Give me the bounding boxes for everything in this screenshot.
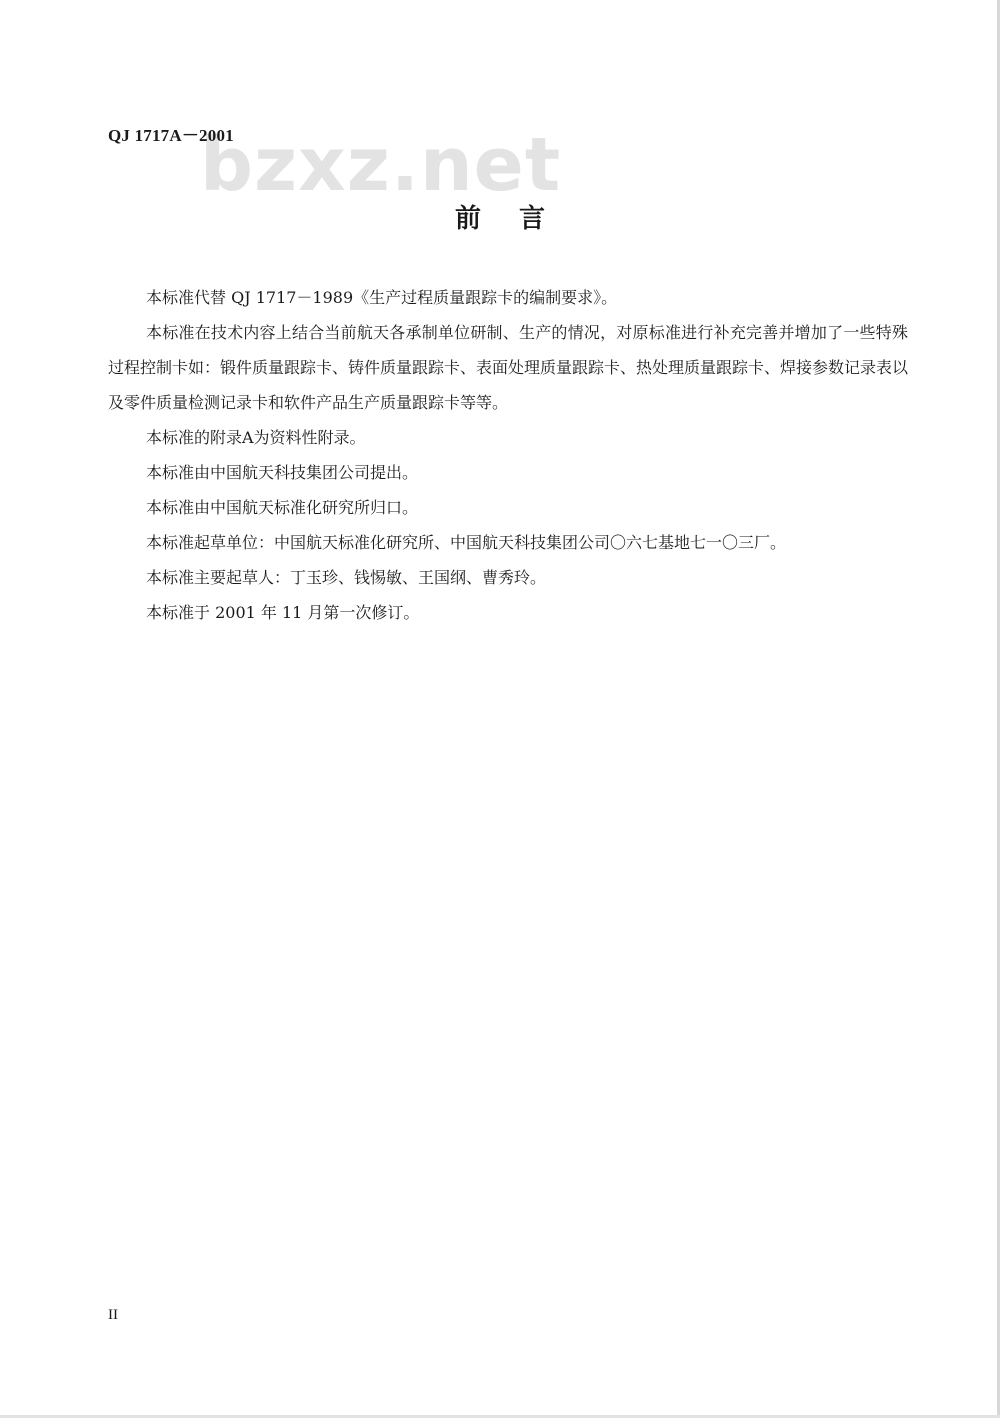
paragraph-drafters: 本标准主要起草人：丁玉珍、钱惕敏、王国纲、曹秀玲。 — [146, 568, 547, 587]
paragraph-proposed-by: 本标准由中国航天科技集团公司提出。 — [146, 463, 419, 482]
page-number: II — [108, 1307, 118, 1323]
paragraph-drafting-units: 本标准起草单位：中国航天标准化研究所、中国航天科技集团公司〇六七基地七一〇三厂。 — [146, 533, 787, 552]
paragraph-revision: 本标准于 2001 年 11 月第一次修订。 — [146, 603, 420, 622]
paragraph-replaces: 本标准代替 QJ 1717－1989《生产过程质量跟踪卡的编制要求》。 — [146, 288, 618, 307]
paragraph-appendix: 本标准的附录A为资料性附录。 — [146, 428, 366, 447]
page-title: 前言 — [454, 204, 583, 234]
foreword-body — [108, 280, 908, 630]
watermark: bzxz.net — [200, 122, 562, 208]
paragraph-technical-content: 本标准在技术内容上结合当前航天各承制单位研制、生产的情况，对原标准进行补充完善并增加了一些特殊过程控制卡如：锻件质量跟踪卡、铸件质量跟踪卡、表面处理质量跟踪卡、热处理质量跟踪卡、焊接参数记录表以及零件质量检测记录卡和软件产品生产质量跟踪卡等等。 — [108, 323, 909, 412]
standard-code: QJ 1717A－2001 — [108, 126, 234, 145]
paragraph-managed-by: 本标准由中国航天标准化研究所归口。 — [146, 498, 419, 517]
